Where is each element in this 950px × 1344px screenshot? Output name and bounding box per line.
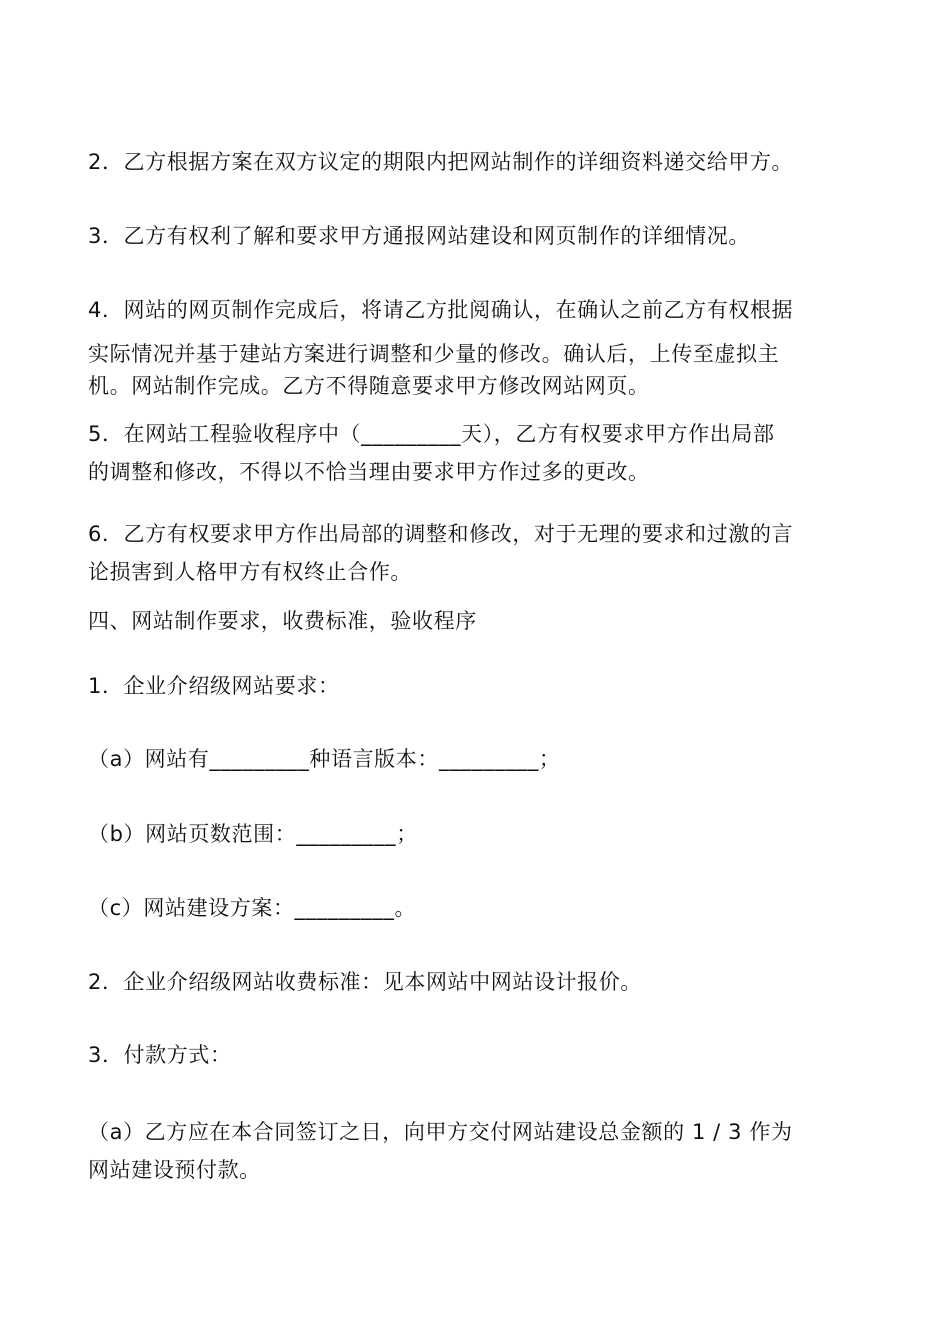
paragraph-line: 论损害到人格甲方有权终止合作。: [88, 560, 412, 584]
clause-2-paragraph: [88, 143, 868, 181]
paragraph-line: （c）网站建设方案：_________。: [88, 896, 417, 920]
paragraph-line: （b）网站页数范围：_________；: [88, 822, 418, 846]
paragraph-line: （a）网站有_________种语言版本：_________；: [88, 747, 561, 771]
paragraph-line: 1．企业介绍级网站要求：: [88, 674, 340, 698]
paragraph-line: 3．付款方式：: [88, 1043, 232, 1067]
payment-a-paragraph: [88, 1113, 868, 1189]
paragraph-line: 6．乙方有权要求甲方作出局部的调整和修改，对于无理的要求和过激的言: [88, 522, 794, 546]
paragraph-line: 2．企业介绍级网站收费标准：见本网站中网站设计报价。: [88, 970, 642, 994]
requirement-a-paragraph: [88, 740, 868, 778]
paragraph-line: 四、网站制作要求，收费标准，验收程序: [88, 609, 477, 633]
paragraph-line: 5．在网站工程验收程序中（_________天），乙方有权要求甲方作出局部: [88, 422, 775, 446]
paragraph-line: 机。网站制作完成。乙方不得随意要求甲方修改网站网页。: [88, 374, 650, 398]
requirement-c-paragraph: [88, 889, 868, 927]
requirement-b-paragraph: [88, 815, 868, 853]
paragraph-line: 实际情况并基于建站方案进行调整和少量的修改。确认后，上传至虚拟主: [88, 342, 780, 366]
payment-method-paragraph: [88, 1036, 868, 1074]
requirement-1-paragraph: [88, 667, 868, 705]
paragraph-line: 3．乙方有权利了解和要求甲方通报网站建设和网页制作的详细情况。: [88, 224, 750, 248]
paragraph-line: 的调整和修改，不得以不恰当理由要求甲方作过多的更改。: [88, 460, 650, 484]
clause-5-paragraph: [88, 415, 868, 491]
paragraph-line: 网站建设预付款。: [88, 1158, 261, 1182]
paragraph-line: 4．网站的网页制作完成后，将请乙方批阅确认，在确认之前乙方有权根据: [88, 298, 794, 322]
clause-3-paragraph: [88, 217, 868, 255]
section-4-heading: [88, 602, 868, 640]
clause-6-paragraph: [88, 515, 868, 591]
paragraph-line: 2．乙方根据方案在双方议定的期限内把网站制作的详细资料递交给甲方。: [88, 150, 794, 174]
fee-standard-paragraph: [88, 963, 868, 1001]
paragraph-line: （a）乙方应在本合同签订之日，向甲方交付网站建设总金额的 1 / 3 作为: [88, 1120, 793, 1144]
clause-4-paragraph: [88, 291, 868, 399]
